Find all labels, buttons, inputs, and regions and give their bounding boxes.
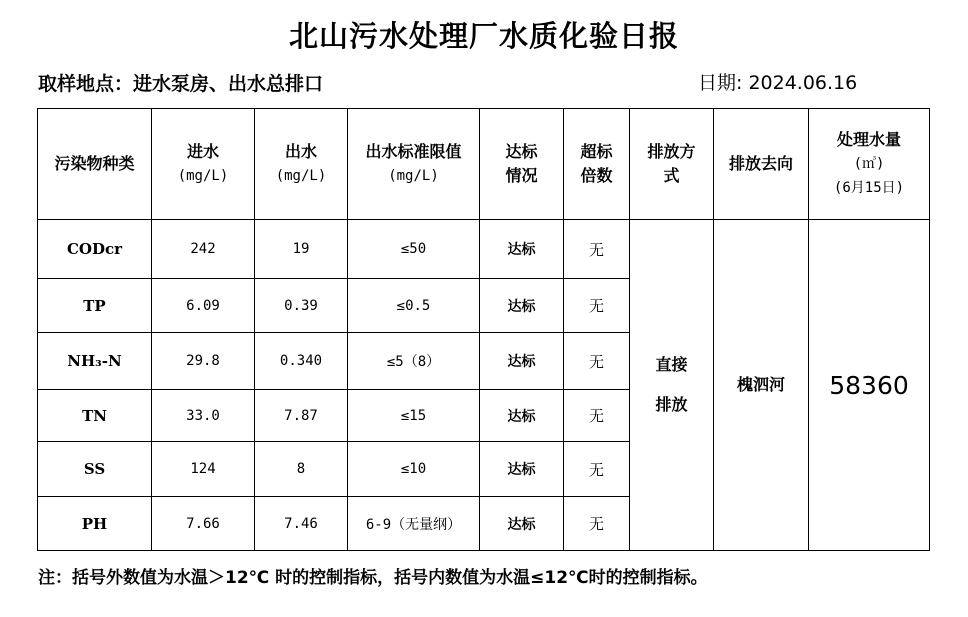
outflow-cell: 19 xyxy=(255,220,348,279)
header-limit-unit: (mg/L) xyxy=(388,168,439,184)
outflow-cell: 0.340 xyxy=(255,333,348,390)
discharge-method-line2: 排放 xyxy=(655,395,688,414)
limit-cell: ≤5（8） xyxy=(348,333,480,390)
inflow-cell: 124 xyxy=(152,442,255,497)
limit-cell: ≤15 xyxy=(348,390,480,442)
status-cell: 达标 xyxy=(480,442,564,497)
header-volume-line1: 处理水量 xyxy=(836,130,901,149)
exceed-cell: 无 xyxy=(564,279,630,333)
header-discharge-method xyxy=(630,109,714,220)
header-limit-label: 出水标准限值 xyxy=(365,142,462,161)
status-cell: 达标 xyxy=(480,497,564,551)
exceed-cell: 无 xyxy=(564,442,630,497)
table-row xyxy=(38,220,930,279)
inflow-cell: 242 xyxy=(152,220,255,279)
header-outflow xyxy=(255,109,348,220)
header-exceed xyxy=(564,109,630,220)
header-discharge-method-line1: 排放方 xyxy=(647,142,696,161)
header-pollutant: 污染物种类 xyxy=(38,109,152,220)
pollutant-cell: PH xyxy=(38,497,152,551)
limit-cell: ≤0.5 xyxy=(348,279,480,333)
outflow-cell: 7.46 xyxy=(255,497,348,551)
header-outflow-label: 出水 xyxy=(284,142,317,161)
header-discharge-dest: 排放去向 xyxy=(714,109,809,220)
water-quality-table xyxy=(37,108,930,551)
report-date: 日期: 2024.06.16 xyxy=(698,72,858,94)
inflow-cell: 7.66 xyxy=(152,497,255,551)
header-exceed-line1: 超标 xyxy=(580,142,613,161)
pollutant-cell: TN xyxy=(38,390,152,442)
inflow-cell: 29.8 xyxy=(152,333,255,390)
header-outflow-unit: (mg/L) xyxy=(275,168,327,184)
discharge-dest-cell: 槐泗河 xyxy=(714,220,809,551)
status-cell: 达标 xyxy=(480,279,564,333)
footnote: 注：括号外数值为水温＞12℃ 时的控制指标，括号内数值为水温≤12℃时的控制指标。 xyxy=(38,568,708,588)
outflow-cell: 8 xyxy=(255,442,348,497)
header-inflow-unit: (mg/L) xyxy=(177,168,229,184)
exceed-cell: 无 xyxy=(564,333,630,390)
report-title: 北山污水处理厂水质化验日报 xyxy=(288,19,679,53)
pollutant-cell: CODcr xyxy=(38,220,152,279)
inflow-cell: 33.0 xyxy=(152,390,255,442)
outflow-cell: 7.87 xyxy=(255,390,348,442)
header-row xyxy=(38,109,930,220)
header-status-line2: 情况 xyxy=(505,166,538,185)
limit-cell: ≤50 xyxy=(348,220,480,279)
exceed-cell: 无 xyxy=(564,497,630,551)
header-exceed-line2: 倍数 xyxy=(580,166,613,185)
status-cell: 达标 xyxy=(480,390,564,442)
sampling-location: 取样地点：进水泵房、出水总排口 xyxy=(38,73,324,95)
exceed-cell: 无 xyxy=(564,390,630,442)
pollutant-cell: NH₃-N xyxy=(38,333,152,390)
pollutant-cell: SS xyxy=(38,442,152,497)
inflow-cell: 6.09 xyxy=(152,279,255,333)
limit-cell: 6-9（无量纲） xyxy=(348,497,480,551)
header-status-line1: 达标 xyxy=(505,142,538,161)
header-inflow-label: 进水 xyxy=(186,142,219,161)
header-inflow xyxy=(152,109,255,220)
header-volume xyxy=(809,109,930,220)
volume-cell: 58360 xyxy=(809,220,930,551)
status-cell: 达标 xyxy=(480,220,564,279)
header-volume-line3: (6月15日) xyxy=(833,180,905,196)
discharge-method-cell xyxy=(630,220,714,551)
limit-cell: ≤10 xyxy=(348,442,480,497)
discharge-method-line1: 直接 xyxy=(655,355,688,374)
outflow-cell: 0.39 xyxy=(255,279,348,333)
status-cell: 达标 xyxy=(480,333,564,390)
header-limit xyxy=(348,109,480,220)
exceed-cell: 无 xyxy=(564,220,630,279)
header-status xyxy=(480,109,564,220)
header-discharge-method-line2: 式 xyxy=(663,166,680,185)
pollutant-cell: TP xyxy=(38,279,152,333)
header-volume-line2: (㎥) xyxy=(853,156,885,172)
